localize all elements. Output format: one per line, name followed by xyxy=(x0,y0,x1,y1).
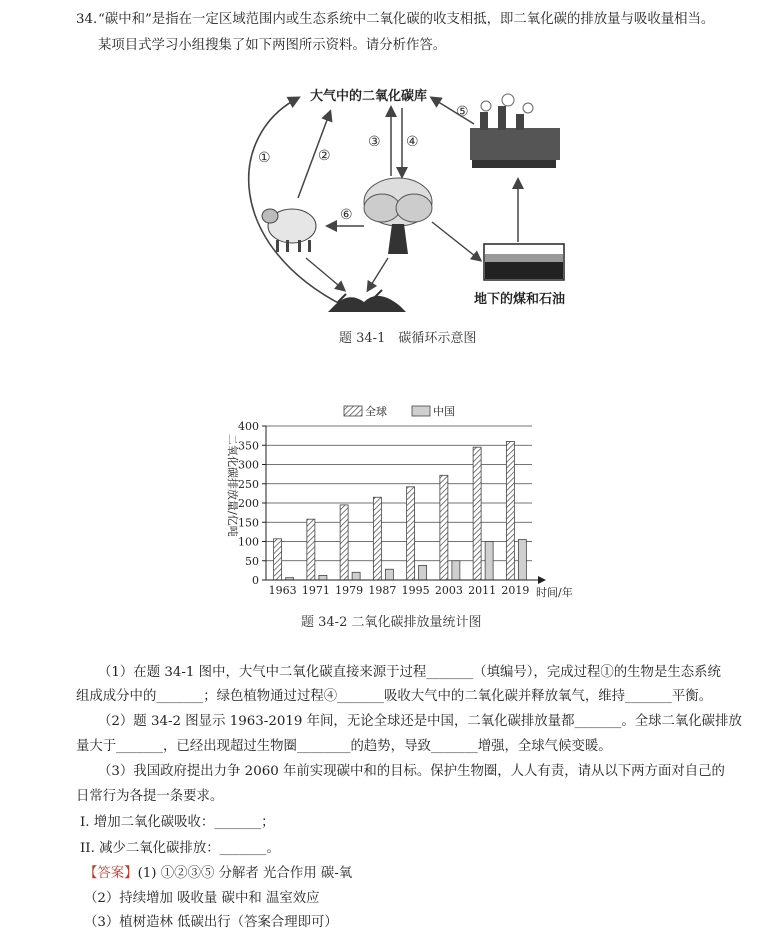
process-label-6: ⑥ xyxy=(340,207,353,223)
question-intro-line-2: 某项目式学习小组搜集了如下两图所示资料。请分析作答。 xyxy=(98,38,447,53)
legend-global-label: 全球 xyxy=(365,405,387,418)
x-tick-label: 1963 xyxy=(268,584,297,597)
bar-china-1995 xyxy=(419,565,427,580)
legend-china-label: 中国 xyxy=(433,405,455,418)
bar-china-1971 xyxy=(319,575,327,580)
y-tick-label: 400 xyxy=(238,420,259,433)
requirement-item-1: I. 增加二氧化碳吸收：_______； xyxy=(80,815,275,830)
factory-icon xyxy=(470,94,560,168)
q1-line-2: 组成成分中的_______；绿色植物通过过程④_______吸收大气中的二氧化碳并释放氧气，维持_______平衡。 xyxy=(76,689,713,704)
x-tick-label: 2011 xyxy=(468,584,497,597)
process-label-3: ③ xyxy=(368,134,381,150)
bar-china-2003 xyxy=(452,561,460,580)
q3-line-2: 日常行为各提一条要求。 xyxy=(76,789,224,804)
process-arrow-1 xyxy=(249,98,344,306)
y-tick-label: 50 xyxy=(245,554,259,568)
y-axis-label: 二氧化碳排放量/亿吨 xyxy=(226,434,239,537)
bar-china-1987 xyxy=(385,569,393,580)
tree-icon xyxy=(364,178,432,254)
carbon-cycle-diagram xyxy=(236,76,566,321)
x-tick-label: 1979 xyxy=(335,584,364,597)
answer-line-2: （2）持续增加 吸收量 碳中和 温室效应 xyxy=(84,891,320,906)
question-intro-line-1: “碳中和”是指在一定区域范围内或生态系统中二氧化碳的收支相抵，即二氧化碳的排放量与吸收量相当。 xyxy=(98,12,715,27)
underground-label: 地下的煤和石油 xyxy=(474,292,566,307)
bar-china-1979 xyxy=(352,572,360,580)
answer-line-3: （3）植树造林 低碳出行（答案合理即可） xyxy=(84,915,338,930)
bar-global-1987 xyxy=(373,497,381,580)
y-tick-label: 300 xyxy=(238,458,259,472)
bar-global-1995 xyxy=(407,487,415,580)
answer-label: 【答案】 xyxy=(84,866,138,881)
y-tick-label: 0 xyxy=(252,574,259,587)
tree-to-fossil-arrow xyxy=(432,222,480,260)
x-tick-label: 1971 xyxy=(301,584,330,597)
q2-line-1: （2）题 34-2 图显示 1963-2019 年间，无论全球还是中国，二氧化碳排放量都_______。全球二氧化碳排放 xyxy=(98,714,742,729)
sheep-to-decomposer-arrow xyxy=(306,258,344,290)
process-label-5: ⑤ xyxy=(456,104,469,120)
x-axis-label: 时间/年 xyxy=(536,586,573,599)
co2-emission-chart xyxy=(214,398,580,604)
bar-global-2019 xyxy=(506,441,514,580)
bar-china-2019 xyxy=(518,540,526,580)
x-tick-label: 1987 xyxy=(368,584,397,597)
answer-line-1 xyxy=(84,865,352,883)
requirement-item-2: II. 减少二氧化碳排放：_______。 xyxy=(80,841,280,856)
process-label-2: ② xyxy=(318,148,331,164)
coal-oil-box xyxy=(484,244,564,280)
bar-global-2003 xyxy=(440,475,448,580)
y-tick-label: 200 xyxy=(238,497,259,510)
q1-line-1: （1）在题 34-1 图中，大气中二氧化碳直接来源于过程_______（填编号），完成过程①的生物是生态系统 xyxy=(98,665,721,680)
bar-global-1971 xyxy=(307,519,315,580)
y-tick-label: 150 xyxy=(238,516,259,530)
bar-china-2011 xyxy=(485,542,493,581)
process-label-4: ④ xyxy=(406,134,419,150)
q3-line-1: （3）我国政府提出力争 2060 年前实现碳中和的目标。保护生物圈，人人有责，请从以下两方面对自己的 xyxy=(98,764,725,779)
answer-text-1: (1) ①②③⑤ 分解者 光合作用 碳-氧 xyxy=(137,866,353,881)
figure2-caption: 题 34-2 二氧化碳排放量统计图 xyxy=(301,615,482,630)
bar-global-1963 xyxy=(274,539,282,580)
decomposer-litter-icon xyxy=(328,290,406,312)
x-axis-arrowhead xyxy=(538,576,546,584)
tree-to-decomposer-arrow xyxy=(368,258,388,290)
legend-china-swatch xyxy=(412,406,430,416)
y-tick-label: 350 xyxy=(238,439,259,453)
bar-global-1979 xyxy=(340,505,348,580)
atmosphere-label: 大气中的二氧化碳库 xyxy=(310,89,428,104)
q2-line-2: 量大于_______，已经出现超过生物圈________的趋势，导致_______增强，全球气候变暖。 xyxy=(76,739,612,754)
bar-global-2011 xyxy=(473,447,481,580)
x-tick-label: 1995 xyxy=(401,584,430,597)
question-number: 34. xyxy=(76,12,98,27)
x-tick-label: 2003 xyxy=(434,584,463,597)
process-label-1: ① xyxy=(258,150,271,166)
y-tick-label: 250 xyxy=(238,477,259,491)
x-tick-label: 2019 xyxy=(501,584,530,597)
legend-global-swatch xyxy=(344,406,362,416)
y-tick-label: 100 xyxy=(238,535,259,549)
figure1-caption: 题 34-1 碳循环示意图 xyxy=(339,331,477,346)
